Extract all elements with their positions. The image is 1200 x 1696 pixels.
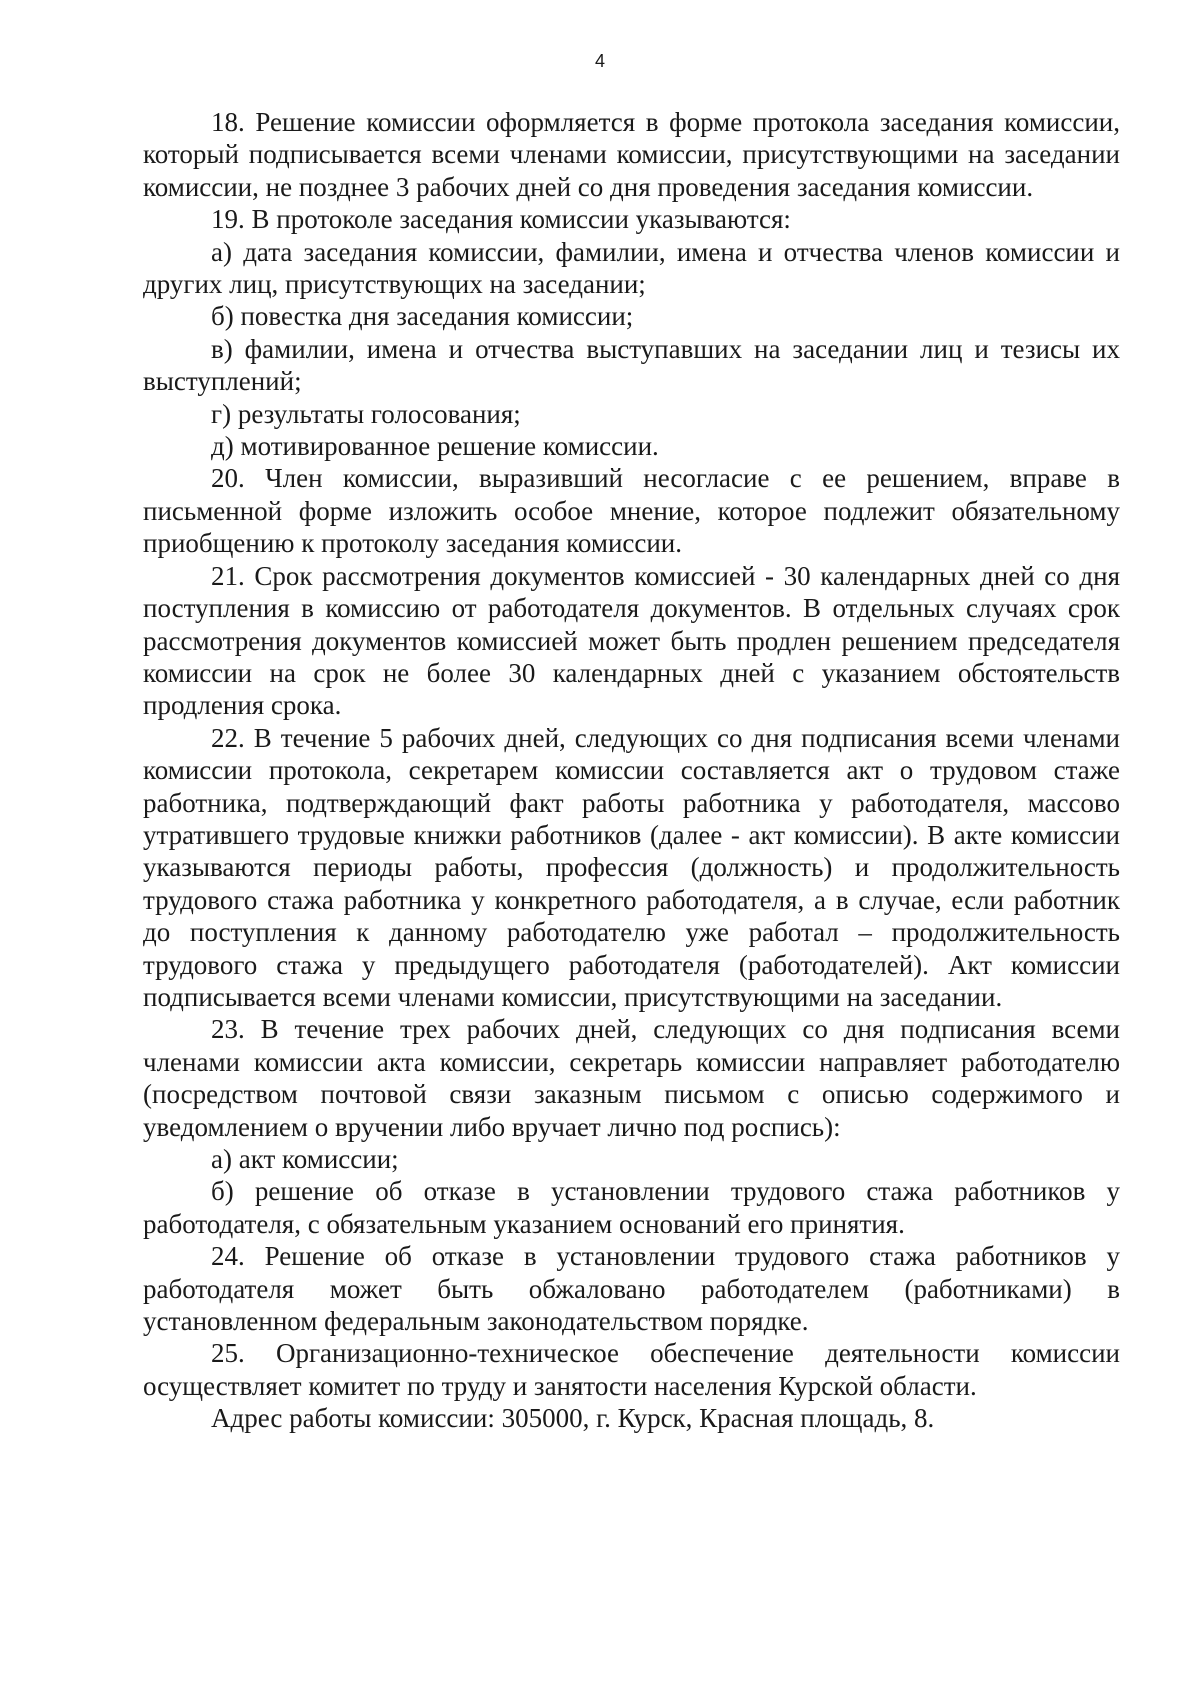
paragraph-21: 21. Срок рассмотрения документов комиссией - 30 календарных дней со дня поступления в комиссию от работодателя документов. В отдельных случаях срок рассмотрения документов комиссией может быть продлен решением председателя комиссии на срок не более 30 календарных дней с указанием обстоятельств продления срока. — [143, 560, 1120, 721]
paragraph-20: 20. Член комиссии, выразивший несогласие с ее решением, вправе в письменной форме изложить особое мнение, которое подлежит обязательному приобщению к протоколу заседания комиссии. — [143, 463, 1120, 559]
paragraph-18: 18. Решение комиссии оформляется в форме протокола заседания комиссии, который подписывается всеми членами комиссии, присутствующими на заседании комиссии, не позднее 3 рабочих дней со дня проведения заседания комиссии. — [143, 107, 1120, 202]
paragraph-19-b: б) повестка дня заседания комиссии; — [211, 301, 634, 332]
paragraph-19-d: д) мотивированное решение комиссии. — [211, 431, 659, 462]
paragraph-19-a: а) дата заседания комиссии, фамилии, имена и отчества членов комиссии и других лиц, присутствующих на заседании; — [143, 236, 1120, 300]
paragraph-19-g: г) результаты голосования; — [211, 398, 521, 429]
paragraph-19-v: в) фамилии, имена и отчества выступавших на заседании лиц и тезисы их выступлений; — [143, 333, 1120, 397]
page-number: 4 — [594, 51, 605, 71]
document-body — [143, 106, 1120, 1435]
paragraph-19: 19. В протоколе заседания комиссии указываются: — [211, 204, 791, 235]
paragraph-23-b: б) решение об отказе в установлении трудового стажа работников у работодателя, с обязательным указанием оснований его принятия. — [143, 1176, 1120, 1239]
paragraph-25: 25. Организационно-техническое обеспечение деятельности комиссии осуществляет комитет по труду и занятости населения Курской области. — [143, 1338, 1120, 1401]
paragraph-24: 24. Решение об отказе в установлении трудового стажа работников у работодателя может быть обжаловано работодателем (работниками) в установленном федеральным законодательством порядке. — [143, 1241, 1120, 1337]
paragraph-23-a: а) акт комиссии; — [211, 1144, 399, 1174]
commission-address: Адрес работы комиссии: 305000, г. Курск, Красная площадь, 8. — [211, 1403, 935, 1434]
paragraph-23: 23. В течение трех рабочих дней, следующих со дня подписания всеми членами комиссии акта комиссии, секретарь комиссии направляет работодателю (посредством почтовой связи заказным письмом с описью содержимого и уведомлением о вручении либо вручает лично под роспись): — [143, 1014, 1120, 1142]
paragraph-22: 22. В течение 5 рабочих дней, следующих со дня подписания всеми членами комиссии протокола, секретарем комиссии составляется акт о трудовом стаже работника, подтверждающий факт работы работника у работодателя, массово утратившего трудовые книжки работников (далее - акт комиссии). В акте комиссии указываются периоды работы, профессия (должность) и продолжительность трудового стажа работника у конкретного работодателя, а в случае, если работник до поступления к данному работодателю уже работал – продолжительность трудового стажа у предыдущего работодателя (работодателей). Акт комиссии подписывается всеми членами комиссии, присутствующими на заседании. — [143, 722, 1120, 1012]
